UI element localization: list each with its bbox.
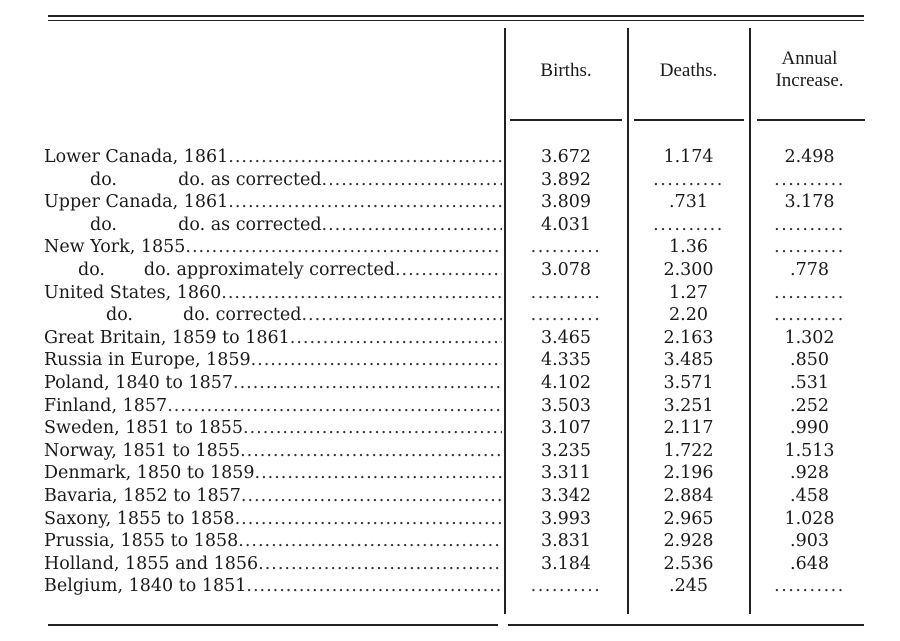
table-row [0,575,900,597]
row-label-text: Bavaria, 1852 to 1857 ..... [44,486,502,506]
row-label-text: Great Britain, 1859 to 1861 ..... [44,328,502,348]
table-row [0,169,900,191]
cell-increase: 1.028 [784,508,835,529]
table-row [0,462,900,484]
table-row [0,508,900,530]
table-row [0,485,900,507]
row-label-text: do. do. as corrected ..... [90,170,502,190]
row-label-text: do. do. approximately corrected ..... [78,260,502,280]
table-row [0,440,900,462]
cell-deaths: 3.485 [663,350,714,371]
cell-increase: 2.498 [784,147,835,167]
table-row [0,349,900,371]
row-label-text: New York, 1855 ..... [44,237,502,257]
row-label-text: Prussia, 1855 to 1858 ..... [44,531,502,551]
cell-deaths: .245 [669,576,708,597]
header-births: Births. [540,60,592,81]
cell-births: 4.031 [540,214,592,235]
row-label-text: Upper Canada, 1861 ..... [44,192,502,212]
row-label-text: Russia in Europe, 1859 ..... [44,350,502,370]
row-label [44,259,502,281]
cell-deaths: .731 [669,192,708,213]
cell-increase: .......... [774,305,845,326]
cell-births: 3.672 [540,147,592,167]
header-underline-births [510,119,622,121]
row-label-text: Norway, 1851 to 1855 ..... [44,441,502,461]
cell-births: 3.235 [540,440,592,461]
cell-births: 3.184 [540,553,592,574]
row-label [44,327,502,349]
cell-deaths: .......... [653,214,724,235]
header-annual-increase-line1: Annual [781,48,838,69]
cell-births: 3.503 [540,395,592,416]
cell-births: 3.465 [540,327,592,348]
cell-increase: .778 [790,260,829,280]
row-label [44,146,502,168]
table-row [0,304,900,326]
cell-increase: .990 [790,418,829,439]
row-label [44,349,502,371]
row-label [44,395,502,417]
cell-deaths: 1.722 [663,440,714,461]
row-label-text: Poland, 1840 to 1857 ..... [44,373,502,393]
table-row [0,191,900,213]
cell-births: 3.993 [540,508,592,529]
table-row [0,395,900,417]
table-row [0,417,900,439]
row-label-text: Sweden, 1851 to 1855 ..... [44,418,502,438]
cell-births: 3.342 [540,486,592,506]
cell-increase: .531 [790,373,829,393]
table-row [0,259,900,281]
cell-births: .......... [530,305,602,326]
cell-increase: .......... [774,237,845,258]
cell-deaths: 2.928 [663,531,714,552]
cell-increase: 1.513 [784,440,835,461]
cell-births: .......... [530,576,602,597]
cell-increase: .458 [790,486,829,506]
table-row [0,146,900,168]
row-label-text: Saxony, 1855 to 1858 ..... [44,509,502,529]
cell-increase: .......... [774,169,845,190]
cell-deaths: 2.117 [663,418,714,439]
row-label [44,530,502,552]
bottom-rule-right [508,624,864,626]
cell-deaths: 2.163 [663,327,714,348]
row-label [44,169,502,191]
cell-deaths: 3.571 [663,373,714,393]
cell-deaths: 2.965 [663,508,714,529]
cell-births: 3.809 [540,192,592,213]
header-deaths: Deaths. [659,60,718,81]
cell-births: 4.335 [540,350,592,371]
row-label [44,214,502,236]
row-label-text: do. do. corrected ..... [106,305,502,325]
cell-births: 4.102 [540,373,592,393]
cell-increase: 1.302 [784,327,835,348]
cell-deaths: 1.36 [669,237,708,258]
header-underline-deaths [634,119,744,121]
top-rule-inner [48,20,864,21]
cell-deaths: 2.884 [663,486,714,506]
row-label [44,372,502,394]
row-label [44,191,502,213]
table-row [0,327,900,349]
cell-deaths: 2.300 [663,260,714,280]
cell-increase: .......... [774,282,845,303]
cell-increase: .648 [790,553,829,574]
row-label [44,575,502,597]
cell-increase: .252 [790,395,829,416]
header-annual-increase-line2: Increase. [775,70,844,91]
row-label-text: Finland, 1857 ..... [44,396,502,416]
row-label-text: Lower Canada, 1861 ..... [44,147,502,167]
cell-births: .......... [530,237,602,258]
cell-increase: .......... [774,214,845,235]
cell-births: 3.078 [540,260,592,280]
row-label-text: Denmark, 1850 to 1859 ..... [44,463,502,483]
cell-births: .......... [530,282,602,303]
row-label [44,282,502,304]
row-label-text: United States, 1860 ..... [44,283,502,303]
row-label [44,304,502,326]
top-rule-outer [48,15,864,17]
cell-deaths: 2.20 [669,305,708,326]
cell-births: 3.107 [540,418,592,439]
table-row [0,530,900,552]
header-underline-increase [757,119,865,121]
cell-deaths: 2.536 [663,553,714,574]
row-label [44,417,502,439]
cell-deaths: .......... [653,169,724,190]
table-row [0,553,900,575]
cell-deaths: 1.27 [669,282,708,303]
cell-births: 3.892 [540,169,592,190]
cell-increase: 3.178 [784,192,835,213]
row-label [44,236,502,258]
bottom-rule-left [48,624,498,626]
cell-births: 3.311 [540,463,592,484]
table-row [0,236,900,258]
cell-births: 3.831 [540,531,592,552]
row-label [44,440,502,462]
row-label-text: Belgium, 1840 to 1851 ..... [44,576,502,596]
cell-increase: .850 [790,350,829,371]
cell-deaths: 2.196 [663,463,714,484]
cell-increase: .928 [790,463,829,484]
row-label [44,508,502,530]
row-label [44,462,502,484]
cell-deaths: 3.251 [663,395,714,416]
table-row [0,282,900,304]
cell-deaths: 1.174 [663,147,714,167]
row-label [44,553,502,575]
header-annual-increase [752,48,867,92]
row-label [44,485,502,507]
cell-increase: .......... [774,576,845,597]
row-label-text: do. do. as corrected ..... [90,215,502,235]
row-label-text: Holland, 1855 and 1856 ..... [44,554,502,574]
table-row [0,214,900,236]
table-row [0,372,900,394]
cell-increase: .903 [790,531,829,552]
